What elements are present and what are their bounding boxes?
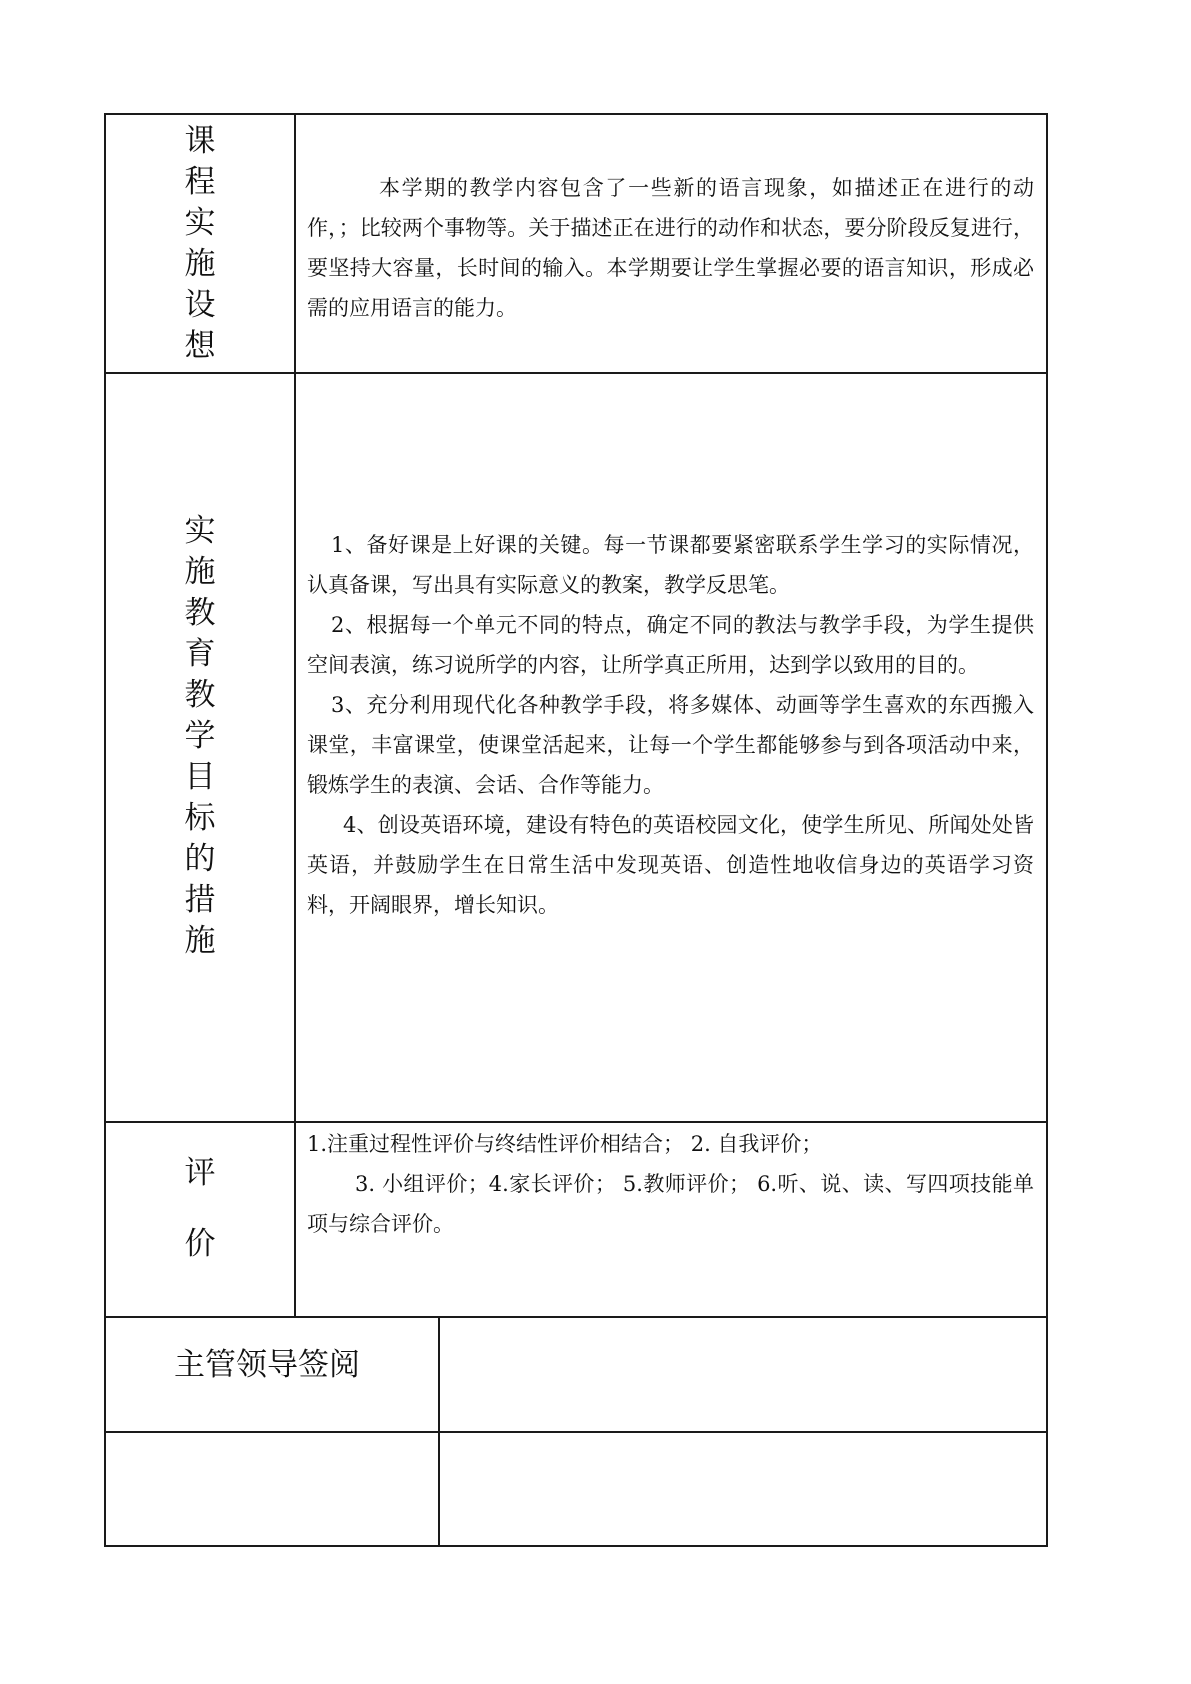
implementation-plan-label-char: 想 bbox=[184, 327, 216, 364]
evaluation-text bbox=[307, 1124, 1034, 1244]
implementation-plan-label-char: 设 bbox=[184, 286, 216, 323]
measures-list bbox=[307, 525, 1034, 925]
column-divider-upper bbox=[294, 113, 296, 1318]
implementation-plan-label-char: 施 bbox=[184, 245, 216, 282]
measure-item: 4、创设英语环境，建设有特色的英语校园文化，使学生所见、所闻处处皆英语，并鼓励学生在日常生活中发现英语、创造性地收信身边的英语学习资料，开阔眼界，增长知识。 bbox=[307, 813, 1034, 917]
evaluation-label bbox=[106, 1134, 294, 1284]
measures-label-char: 措 bbox=[184, 881, 216, 918]
evaluation-label-char: 价 bbox=[184, 1226, 216, 1262]
measures-label-char: 施 bbox=[184, 922, 216, 959]
evaluation-line: 1.注重过程性评价与终结性评价相结合； 2. 自我评价； bbox=[307, 1132, 823, 1156]
measures-label-char: 学 bbox=[184, 717, 216, 754]
implementation-plan-label bbox=[106, 115, 294, 372]
measure-item: 2、根据每一个单元不同的特点，确定不同的教法与教学手段，为学生提供空间表演，练习说所学的内容，让所学真正所用，达到学以致用的目的。 bbox=[307, 613, 1034, 677]
table-border-right bbox=[1046, 113, 1048, 1547]
signoff-value bbox=[440, 1318, 1046, 1431]
evaluation-line: 3. 小组评价；4.家长评价； 5.教师评价； 6.听、说、读、写四项技能单项与综合评价。 bbox=[307, 1172, 1034, 1236]
measure-item: 3、充分利用现代化各种教学手段，将多媒体、动画等学生喜欢的东西搬入课堂，丰富课堂，使课堂活起来，让每一个学生都能够参与到各项活动中来，锻炼学生的表演、会话、合作等能力。 bbox=[307, 693, 1034, 797]
measures-label-char: 教 bbox=[184, 676, 216, 713]
row-divider-1 bbox=[104, 372, 1048, 374]
implementation-plan-label-char: 程 bbox=[184, 163, 216, 200]
signoff-label: 主管领导签阅 bbox=[174, 1347, 360, 1383]
extra-row-value bbox=[440, 1433, 1046, 1545]
measures-label-char: 的 bbox=[184, 840, 216, 877]
row-divider-2 bbox=[104, 1121, 1048, 1123]
measure-item: 1、备好课是上好课的关键。每一节课都要紧密联系学生学习的实际情况，认真备课，写出具有实际意义的教案，教学反思笔。 bbox=[307, 533, 1034, 597]
measures-label-char: 标 bbox=[184, 799, 216, 836]
implementation-plan-label-char: 课 bbox=[184, 122, 216, 159]
measures-label-char: 施 bbox=[184, 553, 216, 590]
measures-label-char: 育 bbox=[184, 635, 216, 672]
measures-label-char: 教 bbox=[184, 594, 216, 631]
implementation-plan-text: 本学期的教学内容包含了一些新的语言现象，如描述正在进行的动作，；比较两个事物等。关于描述正在进行的动作和状态，要分阶段反复进行，要坚持大容量，长时间的输入。本学期要让学生掌握必要的语言知识，形成必需的应用语言的能力。 bbox=[307, 176, 1034, 320]
evaluation-label-char: 评 bbox=[184, 1155, 216, 1191]
measures-label-char: 目 bbox=[184, 758, 216, 795]
measures-label-char: 实 bbox=[184, 512, 216, 549]
extra-row-label bbox=[106, 1433, 438, 1545]
table-border-bottom bbox=[104, 1545, 1048, 1547]
measures-label bbox=[106, 508, 294, 964]
implementation-plan-label-char: 实 bbox=[184, 204, 216, 241]
